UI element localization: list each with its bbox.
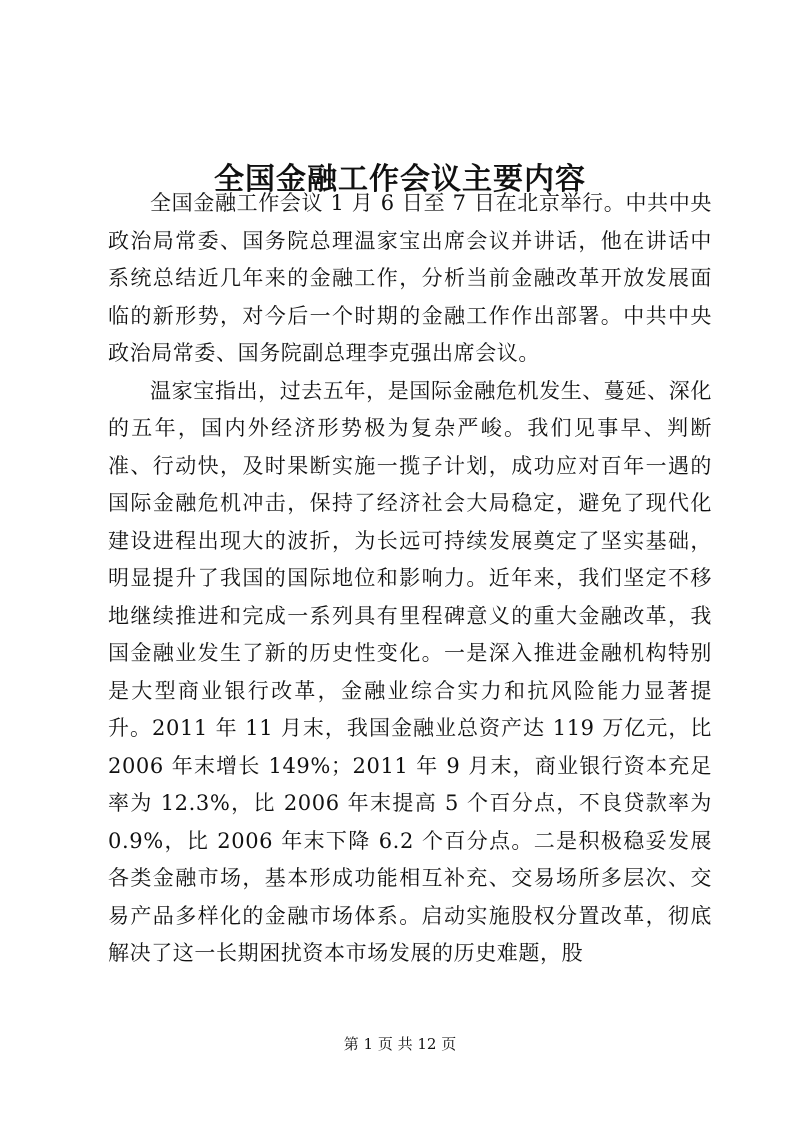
- paragraph-2: 温家宝指出，过去五年，是国际金融危机发生、蔓延、深化的五年，国内外经济形势极为复杂严峻。我们见事早、判断准、行动快，及时果断实施一揽子计划，成功应对百年一遇的国际金融危机冲击，保持了经济社会大局稳定，避免了现代化建设进程出现大的波折，为长远可持续发展奠定了坚实基础，明显提升了我国的国际地位和影响力。近年来，我们坚定不移地继续推进和完成一系列具有里程碑意义的重大金融改革，我国金融业发生了新的历史性变化。一是深入推进金融机构特别是大型商业银行改革，金融业综合实力和抗风险能力显著提升。2011 年 11 月末，我国金融业总资产达 119 万亿元，比 2006 年末增长 149%；2011 年 9 月末，商业银行资本充足率为 12.3%，比 2006 年末提高 5 个百分点，不良贷款率为 0.9%，比 2006 年末下降 6.2 个百分点。二是积极稳妥发展各类金融市场，基本形成功能相互补充、交易场所多层次、交易产品多样化的金融市场体系。启动实施股权分置改革，彻底解决了这一长期困扰资本市场发展的历史难题，股: [108, 378, 712, 965]
- page-footer: 第 1 页 共 12 页: [343, 1035, 457, 1053]
- document-title: 全国金融工作会议主要内容: [214, 162, 586, 198]
- document-body: [108, 185, 712, 973]
- paragraph-1: 全国金融工作会议 1 月 6 日至 7 日在北京举行。中共中央政治局常委、国务院总理温家宝出席会议并讲话，他在讲话中系统总结近几年来的金融工作，分析当前金融改革开放发展面临的新形势，对今后一个时期的金融工作作出部署。中共中央政治局常委、国务院副总理李克强出席会议。: [108, 191, 712, 365]
